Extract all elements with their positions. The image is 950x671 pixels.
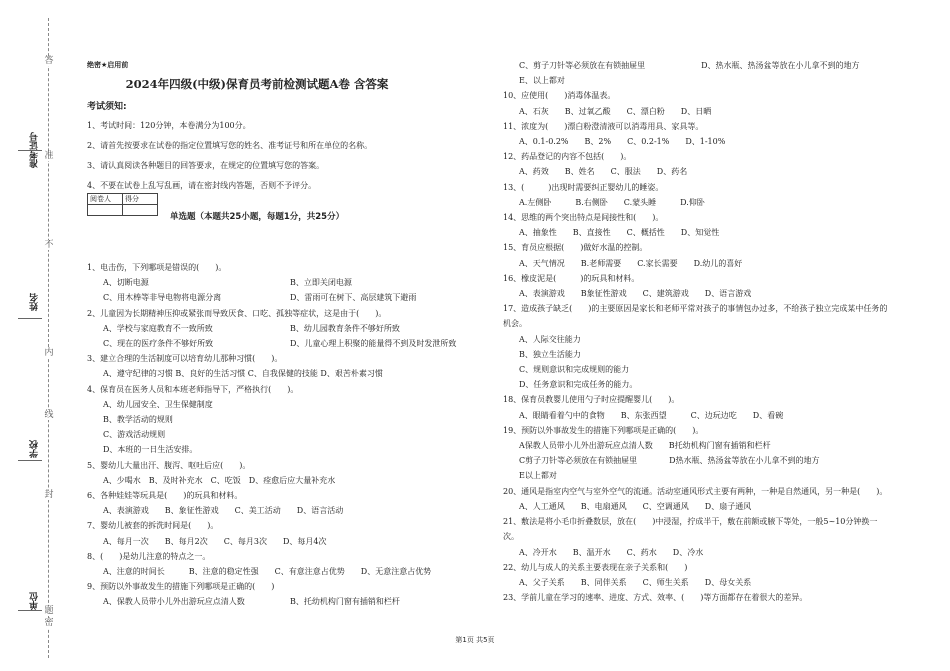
notice-item: 4、不要在试卷上乱写乱画，请在密封线内答题，否则不予评分。 xyxy=(87,181,317,190)
option-row xyxy=(503,545,893,560)
question-item xyxy=(503,392,893,422)
answer-option: A、人工通风 B、电扇通风 C、空调通风 D、扇子通风 xyxy=(519,501,752,511)
answer-option: A、幼儿园安全、卫生保健制度 xyxy=(103,399,213,409)
unit-blank xyxy=(18,610,42,611)
question-text: 14、思维的两个突出特点是间接性和( )。 xyxy=(503,213,664,223)
seal-char: 不 xyxy=(42,240,56,250)
question-item xyxy=(87,306,477,352)
question-text: 7、婴幼儿被套的拆洗时间是( )。 xyxy=(87,521,219,531)
answer-option: A、冷开水 B、温开水 C、药水 D、冷水 xyxy=(519,547,704,557)
question-item xyxy=(503,423,893,484)
question-item xyxy=(503,484,893,514)
question-text: 17、造成孩子缺乏( )的主要原因是家长和老师平常对孩子的事情包办过多，不给孩子独立完成某中任务的机会。 xyxy=(503,304,888,329)
option-row xyxy=(87,321,477,336)
option-row xyxy=(503,499,893,514)
answer-option: A保教人员带小儿外出游玩应点清人数 B托幼机构门窗有插销和栏杆 xyxy=(519,441,771,451)
answer-option: A、天气情况 B.老师需要 C.家长需要 D.幼儿的喜好 xyxy=(519,258,743,268)
notice-item: 3、请认真阅读各种题目的回答要求，在规定的位置填写您的答案。 xyxy=(87,161,325,170)
question-item xyxy=(503,58,893,88)
answer-option: D、任务意识和完成任务的能力。 xyxy=(519,380,638,390)
answer-option: A、切断电源 xyxy=(103,278,149,288)
option-row xyxy=(503,286,893,301)
question-item xyxy=(503,210,893,240)
question-text: 9、预防以外事故发生的措施下列哪项是正确的( ) xyxy=(87,582,275,592)
answer-option: A、人际交往能力 xyxy=(519,334,581,344)
question-item xyxy=(87,351,477,381)
question-text: 3、建立合理的生活制度可以培育幼儿那种习惯( )。 xyxy=(87,354,283,364)
page-title: 2024年四级(中级)保育员考前检测试题A卷 含答案 xyxy=(125,77,389,91)
question-text: 1、电击伤，下列哪项是错误的( )。 xyxy=(87,263,227,272)
question-text: 19、预防以外事故发生的措施下列哪项是正确的( )。 xyxy=(503,425,704,435)
question-text: 5、婴幼儿大量出汗、腹泻、呕吐后应( )。 xyxy=(87,460,251,470)
answer-option: A、0.1-0.2% B、2% C、0.2-1% D、1-10% xyxy=(519,137,726,147)
question-item xyxy=(503,240,893,270)
question-text: 23、学前儿童在学习的速率、进度、方式、效率、( )等方面都存在着很大的差异。 xyxy=(503,593,808,603)
answer-option: C、现在的医疗条件不够好所致 xyxy=(103,339,214,349)
answer-option: C、剪子刀针等必须放在有锁抽屉里 D、热水瓶、热汤盆等放在小儿拿不到的地方 xyxy=(519,61,860,70)
answer-option: A、抽象性 B、直接性 C、概括性 D、知觉性 xyxy=(519,228,720,238)
option-row xyxy=(503,575,893,590)
option-row xyxy=(503,104,893,119)
answer-option: A、学校与家庭教育不一致所致 xyxy=(103,323,213,333)
answer-option: D、本班的一日生活安排。 xyxy=(103,445,198,455)
question-item xyxy=(503,88,893,118)
question-text: 4、保育员在医务人员和本班老师指导下，严格执行( )。 xyxy=(87,384,299,394)
option-row xyxy=(503,195,893,210)
answer-option: D、儿童心理上积聚的能量得不到及时发泄所致 xyxy=(290,339,457,349)
option-row xyxy=(87,564,477,579)
question-item xyxy=(503,301,893,392)
score-label: 得分 xyxy=(123,194,158,205)
question-text: 8、( )是幼儿注意的特点之一。 xyxy=(87,551,211,561)
left-question-column xyxy=(87,260,477,610)
answer-option: A、药效 B、姓名 C、服法 D、药名 xyxy=(519,167,688,177)
notice-heading: 考试须知: xyxy=(87,102,127,112)
question-item xyxy=(87,549,477,579)
answer-option: B、教学活动的规则 xyxy=(103,415,173,425)
margin-label-name: 姓名 xyxy=(30,293,40,311)
question-item xyxy=(503,590,893,605)
question-item xyxy=(87,488,477,518)
question-text: 22、幼儿与成人的关系主要表现在亲子关系和( ) xyxy=(503,562,688,572)
answer-option: A、每月一次 B、每月2次 C、每月3次 D、每月4次 xyxy=(103,536,327,546)
option-row xyxy=(503,134,893,149)
question-item xyxy=(503,514,893,560)
answer-option: A、眼睛看着勺中的食物 B、东张西望 C、边玩边吃 D、看碗 xyxy=(519,410,784,420)
question-text: 11、浓度为( )漂白粉澄清液可以消毒用具、家具等。 xyxy=(503,121,704,131)
answer-option: A、少喝水 B、及时补充水 C、吃饭 D、痊愈后应大量补充水 xyxy=(103,475,336,485)
question-text: 20、通风是指室内空气与室外空气的流通。活动室通风形式主要有两种，一种是自然通风，另一种是( )。 xyxy=(503,486,888,496)
answer-option: A、保教人员带小儿外出游玩应点清人数 xyxy=(103,597,245,607)
question-item xyxy=(87,260,477,306)
school-blank xyxy=(18,460,42,461)
option-row xyxy=(87,336,477,351)
name-blank xyxy=(18,318,42,319)
answer-option: A、注意的时间长 B、注意的稳定性强 C、有意注意占优势 D、无意注意占优势 xyxy=(103,567,432,577)
answer-option: A、遵守纪律的习惯 B、良好的生活习惯 C、自我保健的技能 D、艰苦朴素习惯 xyxy=(103,369,383,379)
answer-option: B、托幼机构门窗有插销和栏杆 xyxy=(290,597,400,607)
answer-option: C剪子刀针等必须放在有锁抽屉里 D热水瓶、热汤盆等放在小儿拿不到的地方 xyxy=(519,456,820,466)
answer-option: A、石灰 B、过氧乙酸 C、漂白粉 D、日晒 xyxy=(519,106,712,116)
question-item xyxy=(503,271,893,301)
seal-char: 题 xyxy=(42,606,56,616)
question-text: 18、保育员教婴儿使用勺子时应提醒婴儿( )。 xyxy=(503,395,680,405)
question-text: 13、( )出现时需要纠正婴幼儿的睡姿。 xyxy=(503,182,664,192)
margin-label-school: 学校 xyxy=(30,440,40,458)
question-text: 10、应使用( )消毒体温表。 xyxy=(503,91,616,101)
question-item xyxy=(503,149,893,179)
option-row xyxy=(503,256,893,271)
option-row xyxy=(503,408,893,423)
option-row xyxy=(503,225,893,240)
question-text: 6、各种娃娃等玩具是( )的玩具和材料。 xyxy=(87,491,243,501)
option-row xyxy=(87,473,477,488)
answer-option: C、规则意识和完成规则的能力 xyxy=(519,365,630,375)
option-row xyxy=(87,275,477,290)
question-item xyxy=(503,560,893,590)
page-footer: 第1页 共5页 xyxy=(455,636,495,644)
seal-char: 密 xyxy=(42,618,56,628)
question-item xyxy=(87,518,477,548)
question-text: 2、儿童因为长期精神压抑或紧张而导致厌食、口吃、孤独等症状，这是由于( )。 xyxy=(87,308,387,318)
question-text: 15、育员应根据( )做好水温的控制。 xyxy=(503,243,648,253)
right-question-column xyxy=(503,58,893,605)
option-row xyxy=(87,534,477,549)
option-row xyxy=(503,164,893,179)
question-text: 16、橡皮泥是( )的玩具和材料。 xyxy=(503,273,640,283)
grader-label: 阅卷人 xyxy=(88,194,123,205)
exam-id-blank xyxy=(18,150,42,151)
answer-option: A.左侧卧 B.右侧卧 C.蒙头睡 D.仰卧 xyxy=(519,197,705,207)
seal-line xyxy=(42,18,56,658)
question-item xyxy=(503,180,893,210)
answer-option: A、表演游戏 B象征性游戏 C、建筑游戏 D、语言游戏 xyxy=(519,289,752,299)
seal-char: 内 xyxy=(42,348,56,358)
question-item xyxy=(503,119,893,149)
question-item xyxy=(87,579,477,609)
option-row xyxy=(87,290,477,305)
answer-option: A、父子关系 B、同伴关系 C、师生关系 D、母女关系 xyxy=(519,577,752,587)
seal-char: 准 xyxy=(42,151,56,161)
answer-option: B、幼儿园教育条件不够好所致 xyxy=(290,323,400,333)
score-cell[interactable] xyxy=(123,205,158,216)
answer-option: B、独立生活能力 xyxy=(519,349,581,359)
margin-label-exam-id: 准考证号 xyxy=(30,132,40,168)
seal-char: 封 xyxy=(42,490,56,500)
section-heading: 单选题（本题共25小题，每题1分，共25分） xyxy=(170,212,345,222)
answer-option: A、表演游戏 B、象征性游戏 C、美工活动 D、语言活动 xyxy=(103,506,344,516)
seal-char: 线 xyxy=(42,410,56,420)
option-row xyxy=(87,366,477,381)
option-row xyxy=(87,503,477,518)
answer-option: B、立即关闭电源 xyxy=(290,278,352,288)
question-text: 12、药品登记的内容不包括( )。 xyxy=(503,152,632,162)
option-row xyxy=(87,594,477,609)
answer-option: C、用木棒等非导电物将电源分离 xyxy=(103,293,222,303)
question-text: 21、敷法是将小毛巾折叠数层，放在( )中浸湿，拧成半干，敷在前额或腋下等处，一般5~10分钟换一次。 xyxy=(503,517,878,542)
answer-option: C、游戏活动规则 xyxy=(103,430,166,440)
margin-label-unit: 单位 xyxy=(30,592,40,610)
question-item xyxy=(87,458,477,488)
notice-item: 1、考试时间：120分钟，本卷满分为100分。 xyxy=(87,121,251,130)
grader-cell[interactable] xyxy=(88,205,123,216)
binding-margin xyxy=(0,0,70,671)
answer-option: E以上都对 xyxy=(519,471,557,481)
answer-option: D、雷雨可在树下、高层建筑下避雨 xyxy=(290,293,417,303)
secret-mark: 绝密★启用前 xyxy=(87,61,129,69)
notice-item: 2、请首先按要求在试卷的指定位置填写您的姓名、准考证号和所在单位的名称。 xyxy=(87,141,373,150)
answer-option: E、以上都对 xyxy=(519,76,565,86)
question-item xyxy=(87,382,477,458)
seal-char: 答 xyxy=(42,56,56,66)
score-table xyxy=(87,193,158,216)
notice-list xyxy=(87,116,372,196)
